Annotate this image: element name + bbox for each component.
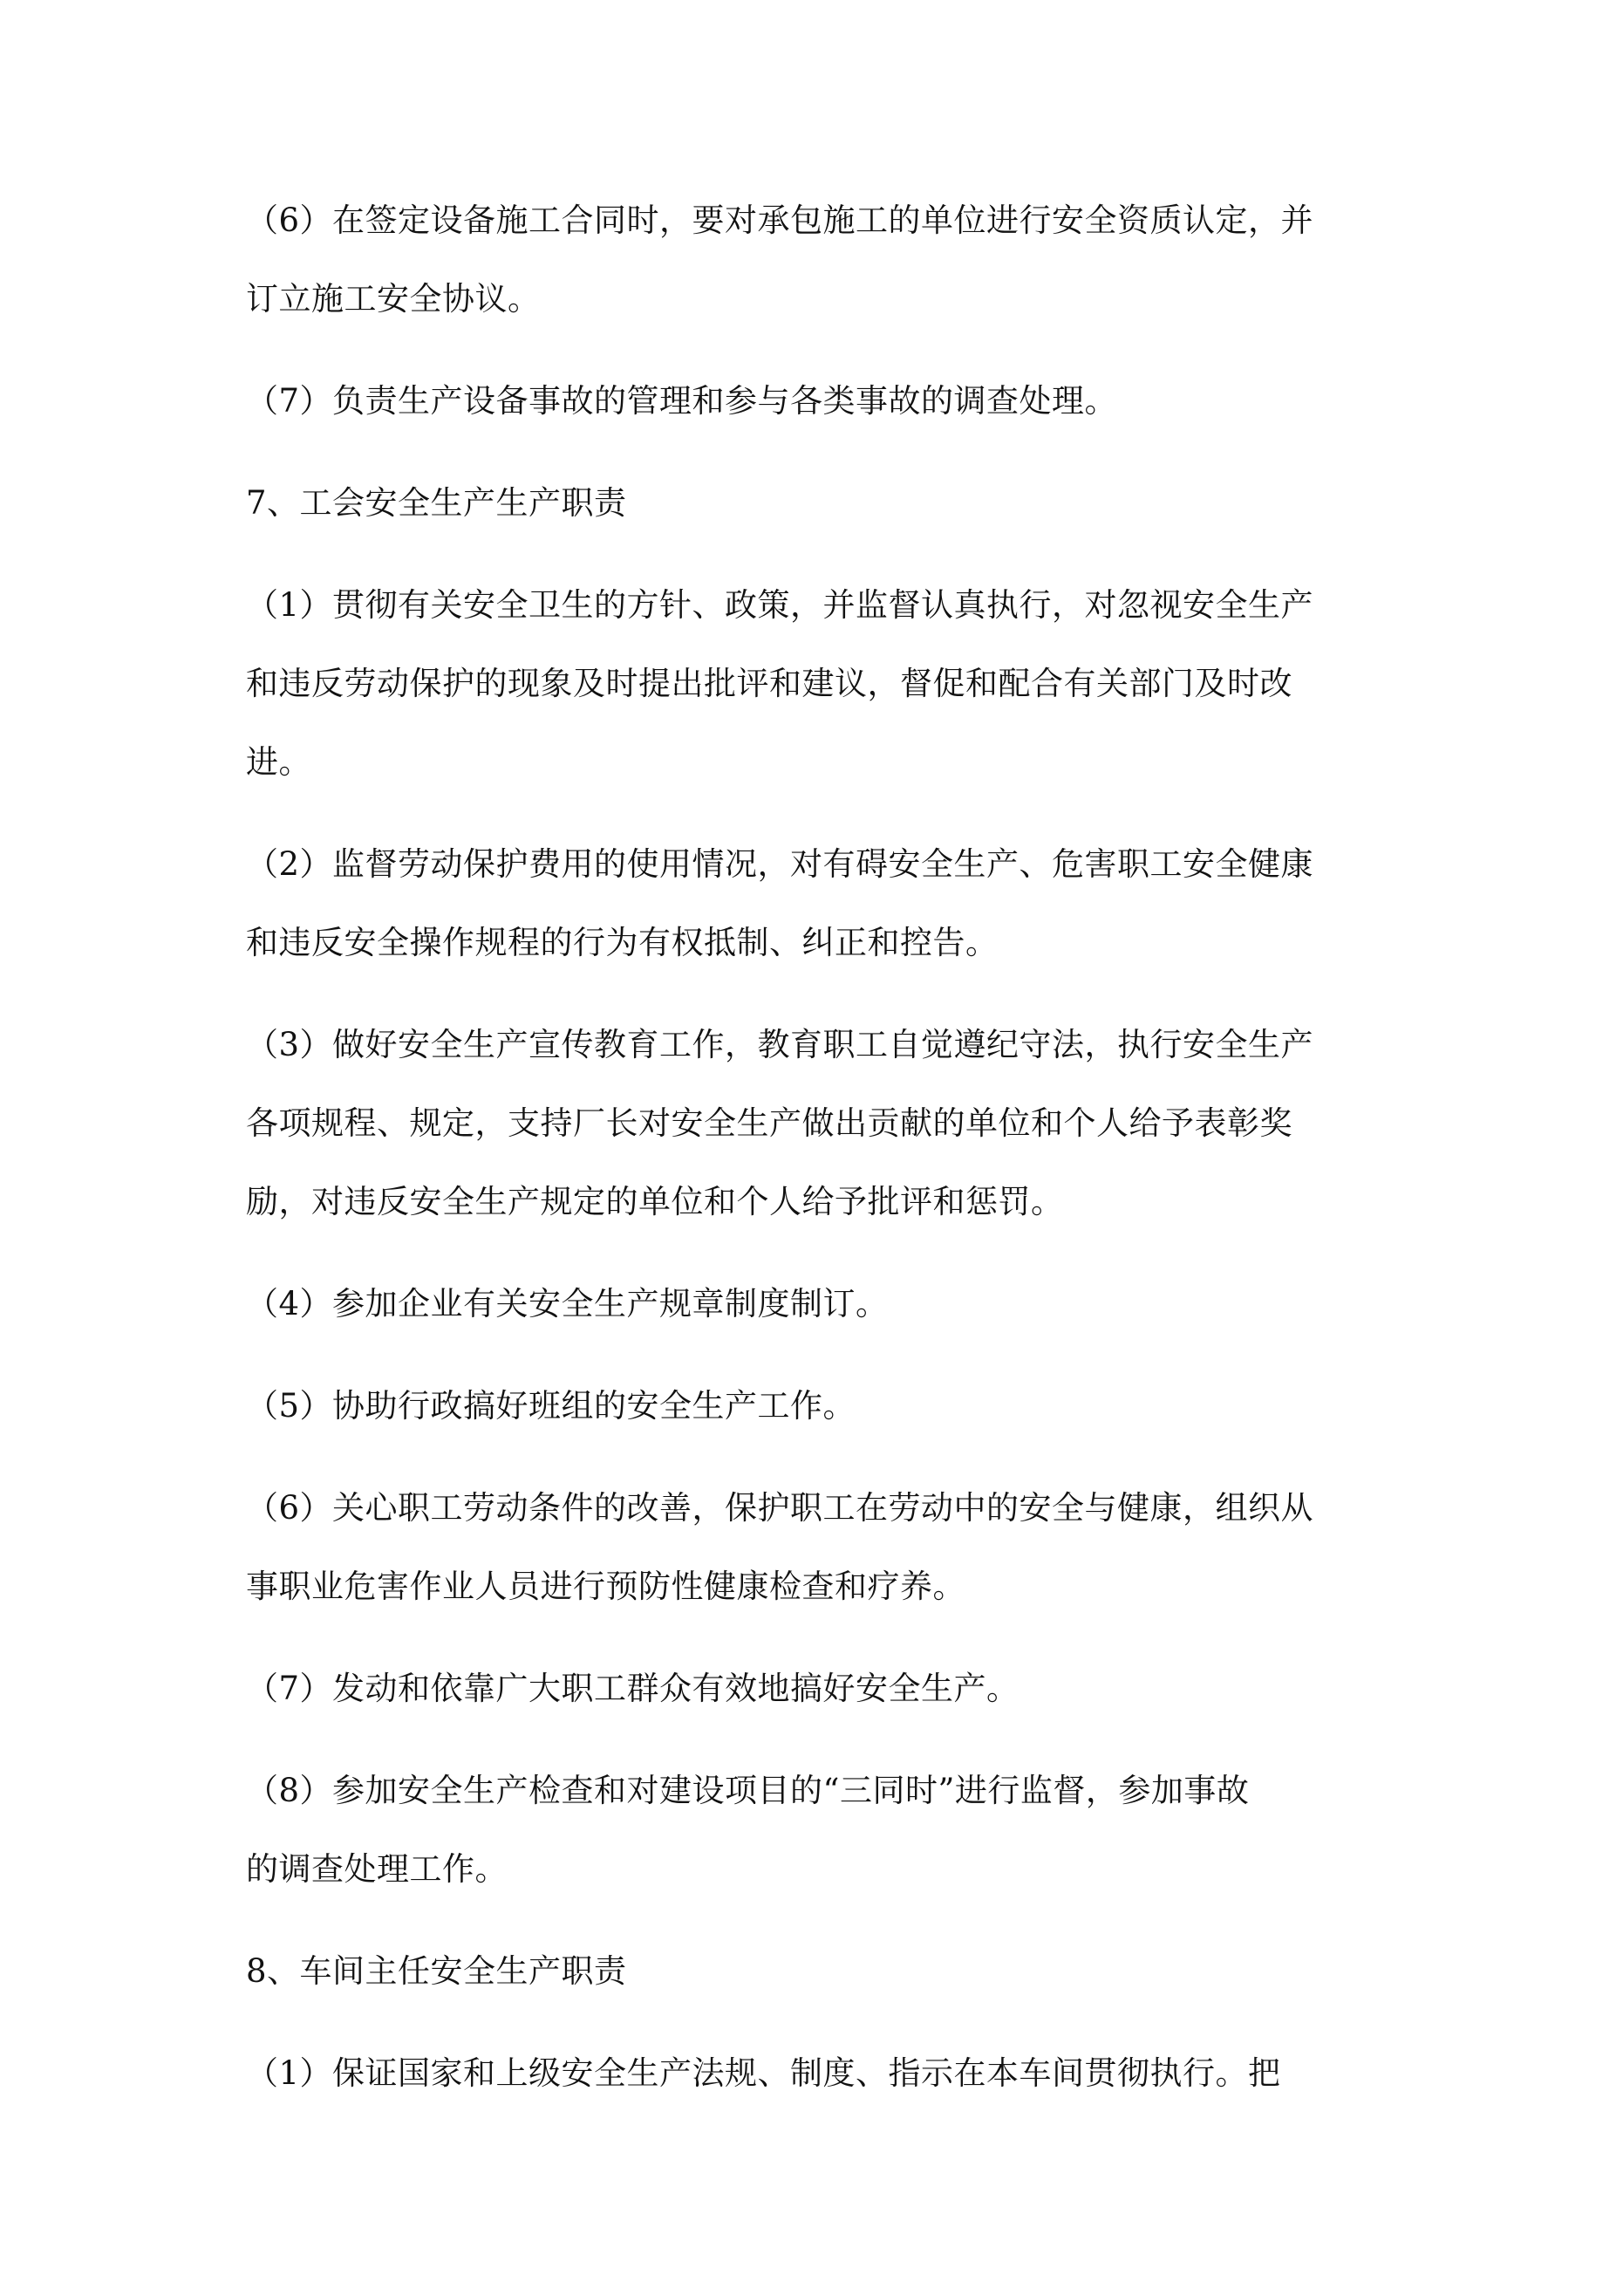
text-line: （6）在签定设备施工合同时，要对承包施工的单位进行安全资质认定，并 [246,202,1314,239]
text-line: 和违反安全操作规程的行为有权抵制、纠正和控告。 [246,924,999,961]
paragraph-union-item-2 [246,825,1415,982]
text-line: 事职业危害作业人员进行预防性健康检查和疗养。 [246,1568,965,1605]
text-line: 进。 [246,743,311,781]
text-line: （7）发动和依靠广大职工群众有效地搞好安全生产。 [246,1670,1019,1707]
paragraph-union-item-5 [246,1367,1415,1445]
paragraph-union-item-4 [246,1265,1415,1343]
paragraph-union-item-7 [246,1650,1415,1728]
text-line: （5）协助行政搞好班组的安全生产工作。 [246,1387,856,1425]
document-body [246,181,1415,2136]
paragraph-union-item-3 [246,1006,1415,1241]
text-line: （4）参加企业有关安全生产规章制度制订。 [246,1285,889,1322]
text-line: 订立施工安全协议。 [246,280,541,318]
text-line: 各项规程、规定，支持厂长对安全生产做出贡献的单位和个人给予表彰奖 [246,1104,1292,1142]
paragraph-union-item-1 [246,566,1415,802]
paragraph-union-item-8 [246,1752,1415,1909]
text-line: （1）贯彻有关安全卫生的方针、政策，并监督认真执行，对忽视安全生产 [246,586,1314,624]
text-line: （1）保证国家和上级安全生产法规、制度、指示在本车间贯彻执行。把 [246,2054,1281,2092]
text-line: （8）参加安全生产检查和对建设项目的“三同时”进行监督，参加事故 [246,1772,1250,1809]
text-line: （7）负责生产设备事故的管理和参与各类事故的调查处理。 [246,382,1118,420]
paragraph-equipment-item-7 [246,362,1415,441]
text-line: （3）做好安全生产宣传教育工作，教育职工自觉遵纪守法，执行安全生产 [246,1026,1314,1063]
text-line: 和违反劳动保护的现象及时提出批评和建议，督促和配合有关部门及时改 [246,665,1292,702]
section-heading-workshop-director [246,1932,1415,2011]
heading-line: 7、工会安全生产生产职责 [246,484,627,522]
paragraph-union-item-6 [246,1469,1415,1626]
text-line: 励，对违反安全生产规定的单位和个人给予批评和惩罚。 [246,1183,1064,1220]
paragraph-workshop-item-1 [246,2034,1415,2113]
section-heading-union [246,464,1415,543]
heading-line: 8、车间主任安全生产职责 [246,1952,627,1990]
text-line: （2）监督劳动保护费用的使用情况，对有碍安全生产、危害职工安全健康 [246,845,1314,883]
text-line: 的调查处理工作。 [246,1850,508,1888]
text-line: （6）关心职工劳动条件的改善，保护职工在劳动中的安全与健康，组织从 [246,1489,1314,1527]
paragraph-equipment-item-6 [246,181,1415,338]
